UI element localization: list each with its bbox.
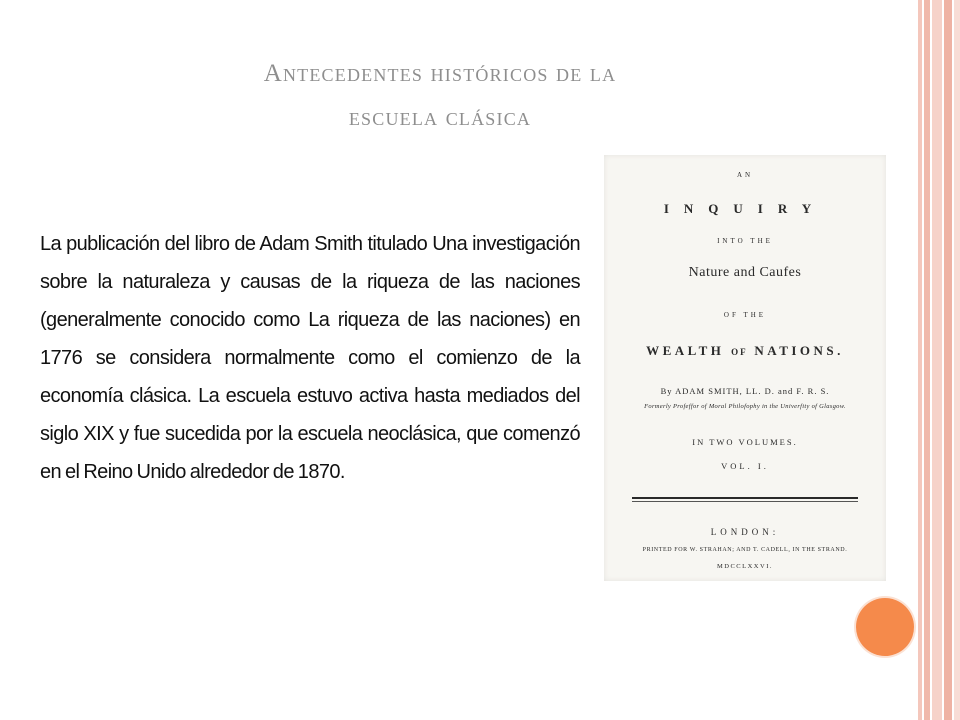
slide-title	[60, 52, 820, 140]
book-author: By ADAM SMITH, LL. D. and F. R. S.	[660, 386, 830, 396]
book-wealth: WEALTH	[646, 343, 725, 358]
border-stripe	[918, 0, 922, 720]
book-two-volumes: IN TWO VOLUMES.	[692, 437, 798, 447]
book-volume: VOL. I.	[721, 461, 769, 471]
decorative-circle	[856, 598, 914, 656]
book-rule-divider	[632, 497, 858, 502]
book-wealth-of-nations	[604, 343, 886, 359]
book-title-page-image	[604, 155, 886, 581]
book-inquiry: INQUIRY	[663, 201, 827, 216]
book-of: OF	[731, 347, 748, 357]
border-stripe	[944, 0, 952, 720]
border-stripe	[924, 0, 930, 720]
book-nature-and-causes: Nature and Caufes	[688, 265, 802, 280]
book-london: LONDON:	[710, 527, 780, 537]
book-an: AN	[736, 171, 754, 179]
book-professor-line: Formerly Profeffor of Moral Philofophy in the Univerfity of Glasgow.	[644, 403, 846, 410]
book-year: MDCCLXXVI.	[717, 563, 773, 570]
title-line-1: Antecedentes históricos de la	[263, 60, 617, 87]
body-paragraph: La publicación del libro de Adam Smith titulado Una investigación sobre la naturaleza y causas de la riqueza de las naciones (generalmente conocido como La riqueza de las naciones) en 1776 se considera normalmente como el comienzo de la economía clásica. La escuela estuvo activa hasta mediados del siglo XIX y fue sucedida por la escuela neoclásica, que comenzó en el Reino Unido alrededor de 1870.	[40, 233, 580, 483]
book-printer-line: PRINTED FOR W. STRAHAN; AND T. CADELL, IN THE STRAND.	[642, 547, 848, 553]
border-stripe	[932, 0, 942, 720]
title-line-2: escuela clásica	[348, 104, 532, 131]
book-into-the: INTO THE	[717, 237, 773, 245]
book-of-the: OF THE	[723, 311, 767, 319]
book-nations: NATIONS.	[754, 343, 844, 358]
border-stripe	[954, 0, 960, 720]
